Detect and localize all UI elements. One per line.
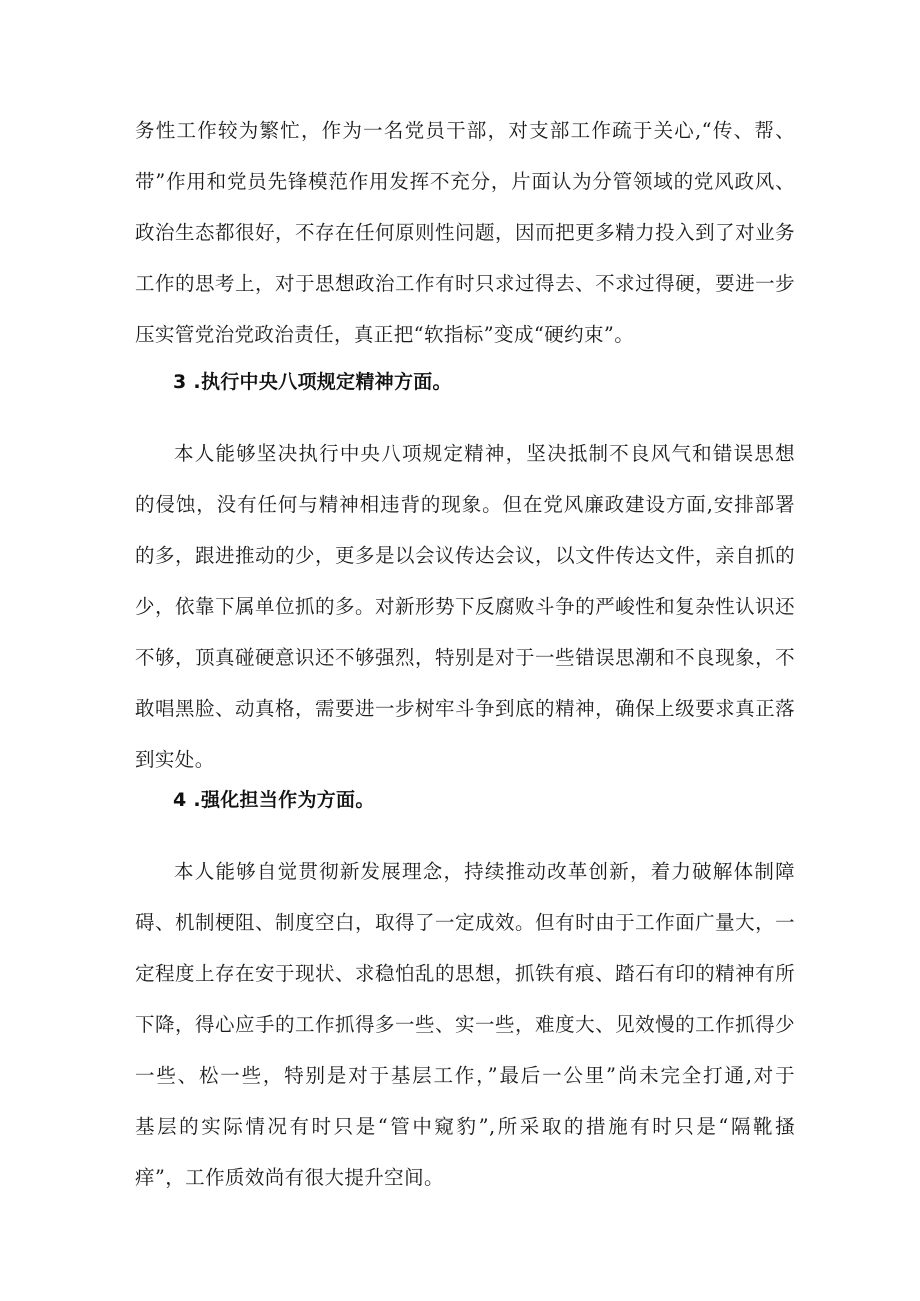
paragraph-line: 不够，顶真碰硬意识还不够强烈，特别是对于一些错误思潮和不良现象，不 <box>135 646 795 669</box>
paragraph-line: 痒”，工作质效尚有很大提升空间。 <box>135 1166 444 1189</box>
paragraph-line: 政治生态都很好，不存在任何原则性问题，因而把更多精力投入到了对业务 <box>135 221 795 244</box>
paragraph-party-work <box>135 105 795 360</box>
section-heading-4: 4 .强化担当作为方面。 <box>173 789 375 811</box>
paragraph-line: 敢唱黑脸、动真格，需要进一步树牢斗争到底的精神，确保上级要求真正落 <box>135 697 795 720</box>
paragraph-eight-rules <box>135 428 795 785</box>
paragraph-line: 本人能够坚决执行中央八项规定精神，坚决抵制不良风气和错误思想 <box>174 442 795 465</box>
paragraph-line: 务性工作较为繁忙，作为一名党员干部，对支部工作疏于关心,“传、帮、 <box>135 119 795 142</box>
paragraph-line: 本人能够自觉贯彻新发展理念，持续推动改革创新，着力破解体制障 <box>174 860 795 883</box>
paragraph-line: 定程度上存在安于现状、求稳怕乱的思想，抓铁有痕、踏石有印的精神有所 <box>135 962 795 985</box>
paragraph-line: 一些、松一些，特别是对于基层工作，”最后一公里”尚未完全打通,对于 <box>135 1064 795 1087</box>
paragraph-line: 少，依靠下属单位抓的多。对新形势下反腐败斗争的严峻性和复杂性认识还 <box>135 595 795 618</box>
section-heading-3: 3 .执行中央八项规定精神方面。 <box>173 371 452 393</box>
paragraph-line: 工作的思考上，对于思想政治工作有时只求过得去、不求过得硬，要进一步 <box>135 272 795 295</box>
paragraph-line: 到实处。 <box>135 748 215 771</box>
paragraph-line: 下降，得心应手的工作抓得多一些、实一些，难度大、见效慢的工作抓得少 <box>135 1013 795 1036</box>
paragraph-line: 基层的实际情况有时只是“管中窥豹”,所采取的措施有时只是“隔靴搔 <box>135 1115 795 1138</box>
paragraph-line: 的多，跟进推动的少，更多是以会议传达会议，以文件传达文件，亲自抓的 <box>135 544 795 567</box>
paragraph-line: 压实管党治党政治责任，真正把“软指标”变成“硬约束”。 <box>135 323 635 346</box>
paragraph-responsibility <box>135 846 795 1203</box>
paragraph-line: 带”作用和党员先锋模范作用发挥不充分，片面认为分管领域的党风政风、 <box>135 170 795 193</box>
paragraph-line: 碍、机制梗阻、制度空白，取得了一定成效。但有时由于工作面广量大，一 <box>135 911 795 934</box>
paragraph-line: 的侵蚀，没有任何与精神相违背的现象。但在党风廉政建设方面,安排部署 <box>135 493 795 516</box>
